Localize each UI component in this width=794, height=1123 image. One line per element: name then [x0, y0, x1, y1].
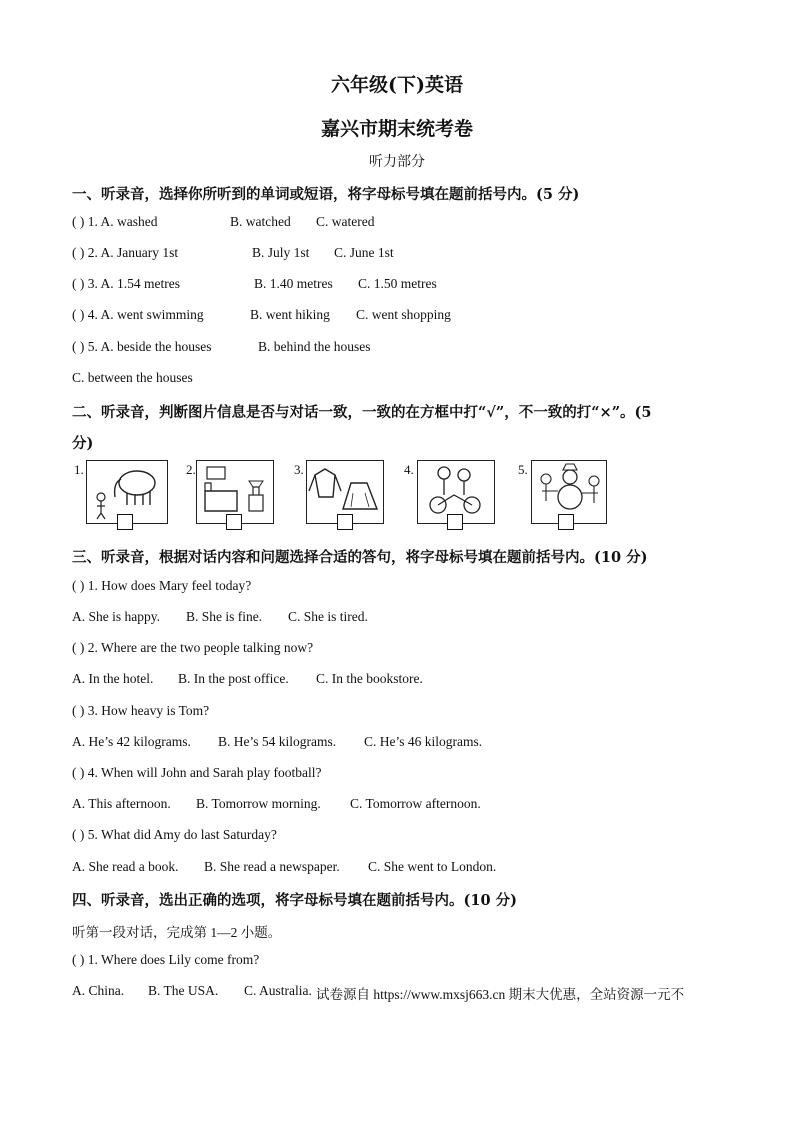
s3-q1-option-c: C. She is tired.	[288, 609, 368, 624]
s1-q3-option-c: C. 1.50 metres	[358, 276, 437, 291]
s3-question-1: ( ) 1. How does Mary feel today?	[72, 578, 252, 593]
s1-question-3	[72, 276, 437, 292]
s3-q4-option-a: A. This afternoon.	[72, 796, 171, 811]
s1-question-4	[72, 307, 451, 323]
s3-q2-option-b: B. In the post office.	[178, 671, 289, 686]
s3-q4-option-c: C. Tomorrow afternoon.	[350, 796, 481, 811]
s3-question-2: ( ) 2. Where are the two people talking now?	[72, 640, 314, 655]
s1-q2-option-c: C. June 1st	[334, 245, 394, 260]
s3-q5-options	[72, 859, 497, 875]
section-2-heading: 二、听录音，判断图片信息是否与对话一致，一致的在方框中打“√”，不一致的打“×”。(5	[72, 404, 652, 421]
picture-3-number: 3.	[294, 462, 304, 477]
s3-q2-option-a: A. In the hotel.	[72, 671, 154, 686]
section-4-heading: 四、听录音，选出正确的选项，将字母标号填在题前括号内。(10 分)	[72, 892, 517, 909]
s3-q1-option-b: B. She is fine.	[186, 609, 263, 624]
s1-q3-option-b: B. 1.40 metres	[254, 276, 333, 291]
s1-q4-option-c: C. went shopping	[356, 307, 451, 322]
s1-question-5	[72, 339, 371, 355]
s3-q2-options	[72, 671, 423, 687]
source-watermark-note: 试卷源自 https://www.mxsj663.cn 期末大优惠，全站资源一元不	[316, 987, 685, 1002]
s3-q3-option-a: A. He’s 42 kilograms.	[72, 734, 191, 749]
picture-4-number: 4.	[404, 462, 414, 477]
picture-4-answer-box[interactable]	[447, 514, 463, 530]
picture-2-number: 2.	[186, 462, 196, 477]
picture-5-answer-box[interactable]	[558, 514, 574, 530]
s1-q5-option-a: ( ) 5. A. beside the houses	[72, 339, 212, 354]
s3-q2-option-c: C. In the bookstore.	[316, 671, 423, 686]
s3-q3-option-c: C. He’s 46 kilograms.	[364, 734, 483, 749]
s3-question-4: ( ) 4. When will John and Sarah play football?	[72, 765, 322, 780]
section-2-heading-cont: 分)	[72, 435, 94, 452]
s3-q3-options	[72, 734, 483, 750]
s4-q1-option-c: C. Australia.	[244, 983, 312, 998]
section-3-heading: 三、听录音，根据对话内容和问题选择合适的答句，将字母标号填在题前括号内。(10 分)	[72, 549, 648, 566]
s3-q4-option-b: B. Tomorrow morning.	[196, 796, 321, 811]
picture-1-number: 1.	[74, 462, 84, 477]
s1-q5-option-b: B. behind the houses	[258, 339, 371, 354]
s3-q1-option-a: A. She is happy.	[72, 609, 160, 624]
s1-q4-option-a: ( ) 4. A. went swimming	[72, 307, 204, 322]
s3-question-3: ( ) 3. How heavy is Tom?	[72, 703, 210, 718]
s1-q5-option-c: C. between the houses	[72, 370, 193, 385]
s3-q4-options	[72, 796, 481, 812]
picture-1-answer-box[interactable]	[117, 514, 133, 530]
exam-paper-title: 嘉兴市期末统考卷	[320, 118, 473, 140]
s4-q1-options	[72, 983, 685, 1002]
picture-3-answer-box[interactable]	[337, 514, 353, 530]
s1-q4-option-b: B. went hiking	[250, 307, 330, 322]
s1-q2-option-b: B. July 1st	[252, 245, 310, 260]
section-4-intro: 听第一段对话，完成第 1—2 小题。	[72, 925, 282, 940]
s3-q5-option-b: B. She read a newspaper.	[204, 859, 340, 874]
s3-question-5: ( ) 5. What did Amy do last Saturday?	[72, 827, 277, 842]
s3-q5-option-a: A. She read a book.	[72, 859, 179, 874]
picture-2-answer-box[interactable]	[226, 514, 242, 530]
exam-grade-title: 六年级(下)英语	[331, 74, 463, 96]
section-1-heading: 一、听录音，选择你所听到的单词或短语，将字母标号填在题前括号内。(5 分)	[72, 186, 580, 203]
s4-q1-option-a: A. China.	[72, 983, 125, 998]
s1-question-1	[72, 214, 375, 230]
s1-q3-option-a: ( ) 3. A. 1.54 metres	[72, 276, 180, 291]
s4-q1-option-b: B. The USA.	[148, 983, 219, 998]
s3-q5-option-c: C. She went to London.	[368, 859, 497, 874]
s1-q1-option-c: C. watered	[316, 214, 375, 229]
s1-q1-option-b: B. watched	[230, 214, 291, 229]
s1-question-2	[72, 245, 394, 261]
s3-q1-options	[72, 609, 368, 625]
s1-q2-option-a: ( ) 2. A. January 1st	[72, 245, 179, 260]
s3-q3-option-b: B. He’s 54 kilograms.	[218, 734, 337, 749]
s1-q1-option-a: ( ) 1. A. washed	[72, 214, 158, 229]
s4-question-1: ( ) 1. Where does Lily come from?	[72, 952, 260, 967]
picture-5-number: 5.	[518, 462, 528, 477]
part-heading: 听力部分	[369, 154, 425, 170]
